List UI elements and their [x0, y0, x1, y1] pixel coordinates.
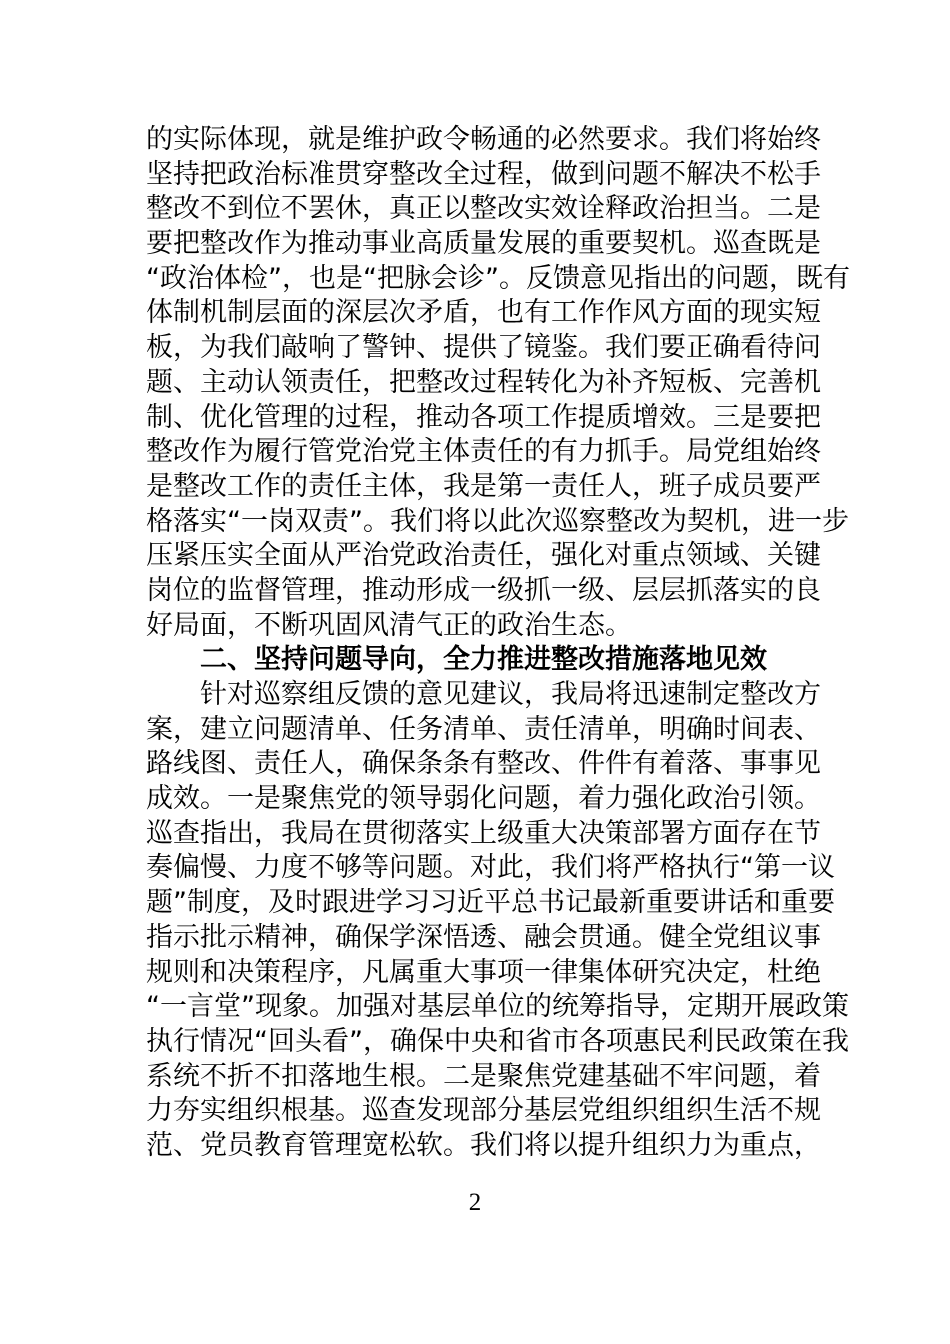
text-line: 体制机制层面的深层次矛盾，也有工作作风方面的现实短	[146, 297, 821, 329]
text-line: 范、党员教育管理宽松软。我们将以提升组织力为重点，	[146, 1129, 821, 1161]
text-line: 岗位的监督管理，推动形成一级抓一级、层层抓落实的良	[146, 574, 821, 606]
text-line: 压紧压实全面从严治党政治责任，强化对重点领域、关键	[146, 540, 821, 572]
text-line: 案，建立问题清单、任务清单、责任清单，明确时间表、	[146, 713, 821, 745]
text-line: 奏偏慢、力度不够等问题。对此，我们将严格执行“第一议	[146, 852, 835, 884]
text-line: 格落实“一岗双责”。我们将以此次巡察整改为契机，进一步	[146, 505, 849, 537]
text-line: 制、优化管理的过程，推动各项工作提质增效。三是要把	[146, 401, 821, 433]
page-number: 2	[468, 1189, 482, 1216]
text-line: 坚持把政治标准贯穿整改全过程，做到问题不解决不松手	[146, 158, 821, 190]
text-line: 巡查指出，我局在贯彻落实上级重大决策部署方面存在节	[146, 817, 821, 849]
text-line: 路线图、责任人，确保条条有整改、件件有着落、事事见	[146, 748, 821, 780]
text-line: 的实际体现，就是维护政令畅通的必然要求。我们将始终	[146, 124, 821, 155]
text-line: 整改作为履行管党治党主体责任的有力抓手。局党组始终	[146, 436, 821, 468]
text-line: “政治体检”，也是“把脉会诊”。反馈意见指出的问题，既有	[146, 262, 850, 294]
text-line: 题、主动认领责任，把整改过程转化为补齐短板、完善机	[146, 366, 821, 398]
text-line: 板，为我们敲响了警钟、提供了镜鉴。我们要正确看待问	[146, 332, 821, 364]
text-line: 力夯实组织根基。巡查发现部分基层党组织组织生活不规	[146, 1095, 821, 1127]
text-line: 好局面，不断巩固风清气正的政治生态。	[146, 609, 632, 641]
text-line: “一言堂”现象。加强对基层单位的统筹指导，定期开展政策	[146, 991, 849, 1023]
text-line: 整改不到位不罢休，真正以整改实效诠释政治担当。二是	[146, 193, 821, 225]
body-text	[146, 123, 850, 1164]
text-line: 成效。一是聚焦党的领导弱化问题，着力强化政治引领。	[146, 783, 821, 815]
text-line: 针对巡察组反馈的意见建议，我局将迅速制定整改方	[200, 679, 821, 710]
text-line: 系统不折不扣落地生根。二是聚焦党建基础不牢问题，着	[146, 1060, 821, 1092]
text-line: 是整改工作的责任主体，我是第一责任人，班子成员要严	[146, 470, 821, 502]
text-line: 规则和决策程序，凡属重大事项一律集体研究决定，杜绝	[146, 956, 821, 988]
section-heading: 二、坚持问题导向，全力推进整改措施落地见效	[200, 644, 767, 676]
text-line: 指示批示精神，确保学深悟透、融会贯通。健全党组议事	[146, 921, 821, 953]
text-line: 要把整改作为推动事业高质量发展的重要契机。巡查既是	[146, 228, 821, 260]
text-line: 执行情况“回头看”，确保中央和省市各项惠民利民政策在我	[146, 1025, 849, 1057]
text-line: 题”制度，及时跟进学习习近平总书记最新重要讲话和重要	[146, 887, 835, 919]
